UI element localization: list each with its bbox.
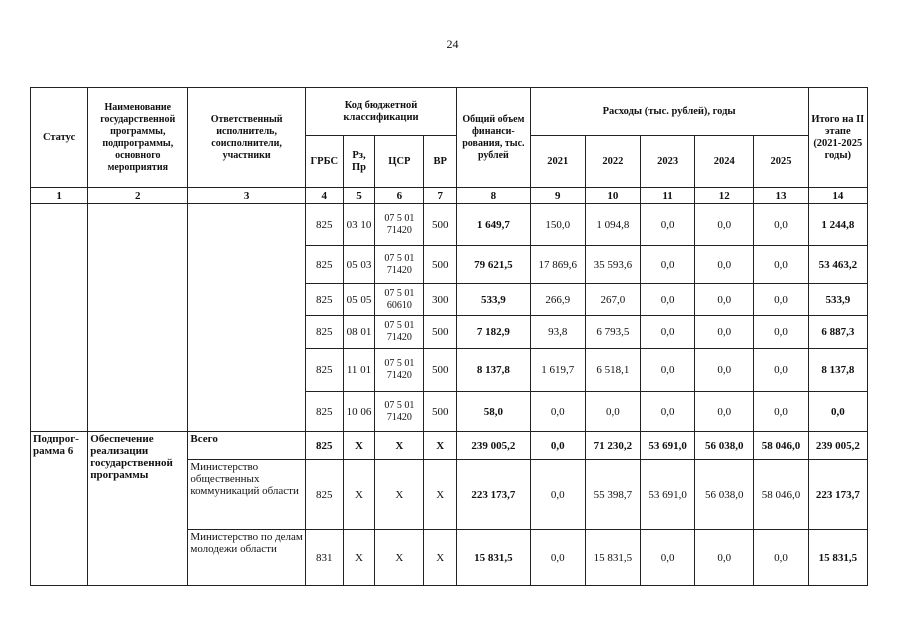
csr-cell: 07 5 01 71420 xyxy=(375,246,424,284)
stage-total-cell: 6 887,3 xyxy=(808,316,867,349)
y2023-cell: 0,0 xyxy=(641,246,695,284)
grbs-cell: 825 xyxy=(305,432,343,460)
total-cell: 1 649,7 xyxy=(457,204,531,246)
column-number: 9 xyxy=(530,188,585,204)
grbs-cell: 825 xyxy=(305,392,343,432)
header-year-2024: 2024 xyxy=(695,136,754,188)
y2022-cell: 55 398,7 xyxy=(585,460,640,530)
stage-total-cell: 533,9 xyxy=(808,284,867,316)
y2021-cell: 0,0 xyxy=(530,432,585,460)
y2022-cell: 35 593,6 xyxy=(585,246,640,284)
y2024-cell: 0,0 xyxy=(695,392,754,432)
responsible-cell: Министерство по делам молодежи области xyxy=(188,530,306,586)
column-number: 10 xyxy=(585,188,640,204)
header-budget-code: Код бюджетной классификации xyxy=(305,88,456,136)
y2025-cell: 0,0 xyxy=(754,349,808,392)
y2021-cell: 0,0 xyxy=(530,392,585,432)
y2023-cell: 0,0 xyxy=(641,316,695,349)
column-number: 11 xyxy=(641,188,695,204)
grbs-cell: 825 xyxy=(305,349,343,392)
vr-cell: 500 xyxy=(424,316,457,349)
header-csr: ЦСР xyxy=(375,136,424,188)
y2023-cell: 0,0 xyxy=(641,204,695,246)
stage-total-cell: 223 173,7 xyxy=(808,460,867,530)
stage-total-cell: 1 244,8 xyxy=(808,204,867,246)
total-cell: 239 005,2 xyxy=(457,432,531,460)
csr-cell: 07 5 01 60610 xyxy=(375,284,424,316)
y2024-cell: 56 038,0 xyxy=(695,432,754,460)
rz-pr-cell: 11 01 xyxy=(343,349,375,392)
vr-cell: X xyxy=(424,432,457,460)
y2021-cell: 17 869,6 xyxy=(530,246,585,284)
rz-pr-cell: 10 06 xyxy=(343,392,375,432)
total-cell: 8 137,8 xyxy=(457,349,531,392)
csr-cell: 07 5 01 71420 xyxy=(375,349,424,392)
subprogram-status: Подпрог-рамма 6 xyxy=(31,432,88,586)
column-number: 6 xyxy=(375,188,424,204)
y2023-cell: 0,0 xyxy=(641,349,695,392)
responsible-cell-empty xyxy=(188,204,306,432)
responsible-cell: Всего xyxy=(188,432,306,460)
y2023-cell: 0,0 xyxy=(641,530,695,586)
y2023-cell: 0,0 xyxy=(641,392,695,432)
y2021-cell: 0,0 xyxy=(530,460,585,530)
header-vr: ВР xyxy=(424,136,457,188)
rz-pr-cell: 05 03 xyxy=(343,246,375,284)
y2024-cell: 0,0 xyxy=(695,316,754,349)
rz-pr-cell: 08 01 xyxy=(343,316,375,349)
rz-pr-cell: X xyxy=(343,530,375,586)
stage-total-cell: 239 005,2 xyxy=(808,432,867,460)
total-cell: 15 831,5 xyxy=(457,530,531,586)
csr-cell: 07 5 01 71420 xyxy=(375,204,424,246)
rz-pr-cell: X xyxy=(343,460,375,530)
table-row xyxy=(31,432,868,460)
csr-cell: 07 5 01 71420 xyxy=(375,316,424,349)
y2024-cell: 0,0 xyxy=(695,284,754,316)
column-number: 14 xyxy=(808,188,867,204)
vr-cell: X xyxy=(424,460,457,530)
grbs-cell: 825 xyxy=(305,284,343,316)
total-cell: 223 173,7 xyxy=(457,460,531,530)
rz-pr-cell: X xyxy=(343,432,375,460)
y2021-cell: 150,0 xyxy=(530,204,585,246)
y2025-cell: 0,0 xyxy=(754,204,808,246)
total-cell: 7 182,9 xyxy=(457,316,531,349)
y2025-cell: 0,0 xyxy=(754,246,808,284)
y2023-cell: 0,0 xyxy=(641,284,695,316)
y2021-cell: 1 619,7 xyxy=(530,349,585,392)
y2024-cell: 0,0 xyxy=(695,349,754,392)
header-name: Наименование государственной программы, подпрограммы, основного мероприятия xyxy=(88,88,188,188)
total-cell: 533,9 xyxy=(457,284,531,316)
subprogram-name: Обеспечение реализации государственной программы xyxy=(88,432,188,586)
y2021-cell: 266,9 xyxy=(530,284,585,316)
y2025-cell: 0,0 xyxy=(754,316,808,349)
y2025-cell: 0,0 xyxy=(754,284,808,316)
y2025-cell: 58 046,0 xyxy=(754,460,808,530)
y2024-cell: 0,0 xyxy=(695,204,754,246)
y2023-cell: 53 691,0 xyxy=(641,460,695,530)
vr-cell: X xyxy=(424,530,457,586)
y2024-cell: 0,0 xyxy=(695,530,754,586)
rz-pr-cell: 03 10 xyxy=(343,204,375,246)
header-responsible: Ответственный исполнитель, соисполнители, участники xyxy=(188,88,306,188)
column-number: 4 xyxy=(305,188,343,204)
rz-pr-cell: 05 05 xyxy=(343,284,375,316)
y2022-cell: 6 518,1 xyxy=(585,349,640,392)
header-expenses: Расходы (тыс. рублей), годы xyxy=(530,88,808,136)
y2024-cell: 0,0 xyxy=(695,246,754,284)
header-year-2022: 2022 xyxy=(585,136,640,188)
vr-cell: 300 xyxy=(424,284,457,316)
column-number-row xyxy=(31,188,868,204)
column-number: 7 xyxy=(424,188,457,204)
y2025-cell: 0,0 xyxy=(754,530,808,586)
header-status: Статус xyxy=(31,88,88,188)
total-cell: 58,0 xyxy=(457,392,531,432)
csr-cell: 07 5 01 71420 xyxy=(375,392,424,432)
vr-cell: 500 xyxy=(424,204,457,246)
stage-total-cell: 53 463,2 xyxy=(808,246,867,284)
vr-cell: 500 xyxy=(424,349,457,392)
csr-cell: X xyxy=(375,460,424,530)
csr-cell: X xyxy=(375,530,424,586)
grbs-cell: 825 xyxy=(305,316,343,349)
name-cell-empty xyxy=(88,204,188,432)
y2024-cell: 56 038,0 xyxy=(695,460,754,530)
stage-total-cell: 8 137,8 xyxy=(808,349,867,392)
header-total-stage: Итого на II этапе (2021-2025 годы) xyxy=(808,88,867,188)
grbs-cell: 825 xyxy=(305,204,343,246)
table-row xyxy=(31,204,868,246)
header-total-volume: Общий объем финанси-рования, тыс. рублей xyxy=(457,88,531,188)
y2022-cell: 267,0 xyxy=(585,284,640,316)
header-grbs: ГРБС xyxy=(305,136,343,188)
y2021-cell: 93,8 xyxy=(530,316,585,349)
y2025-cell: 58 046,0 xyxy=(754,432,808,460)
vr-cell: 500 xyxy=(424,392,457,432)
header-year-2021: 2021 xyxy=(530,136,585,188)
column-number: 13 xyxy=(754,188,808,204)
y2022-cell: 0,0 xyxy=(585,392,640,432)
grbs-cell: 825 xyxy=(305,246,343,284)
status-cell-empty xyxy=(31,204,88,432)
responsible-cell: Министерство общественных коммуникаций области xyxy=(188,460,306,530)
column-number: 2 xyxy=(88,188,188,204)
y2021-cell: 0,0 xyxy=(530,530,585,586)
column-number: 8 xyxy=(457,188,531,204)
header-rz-pr: Рз, Пр xyxy=(343,136,375,188)
y2025-cell: 0,0 xyxy=(754,392,808,432)
grbs-cell: 825 xyxy=(305,460,343,530)
grbs-cell: 831 xyxy=(305,530,343,586)
column-number: 1 xyxy=(31,188,88,204)
y2022-cell: 6 793,5 xyxy=(585,316,640,349)
y2023-cell: 53 691,0 xyxy=(641,432,695,460)
column-number: 3 xyxy=(188,188,306,204)
stage-total-cell: 0,0 xyxy=(808,392,867,432)
column-number: 5 xyxy=(343,188,375,204)
y2022-cell: 71 230,2 xyxy=(585,432,640,460)
header-year-2023: 2023 xyxy=(641,136,695,188)
budget-table xyxy=(30,87,868,586)
column-number: 12 xyxy=(695,188,754,204)
page-number: 24 xyxy=(446,37,459,51)
stage-total-cell: 15 831,5 xyxy=(808,530,867,586)
y2022-cell: 1 094,8 xyxy=(585,204,640,246)
header-year-2025: 2025 xyxy=(754,136,808,188)
total-cell: 79 621,5 xyxy=(457,246,531,284)
vr-cell: 500 xyxy=(424,246,457,284)
csr-cell: X xyxy=(375,432,424,460)
y2022-cell: 15 831,5 xyxy=(585,530,640,586)
